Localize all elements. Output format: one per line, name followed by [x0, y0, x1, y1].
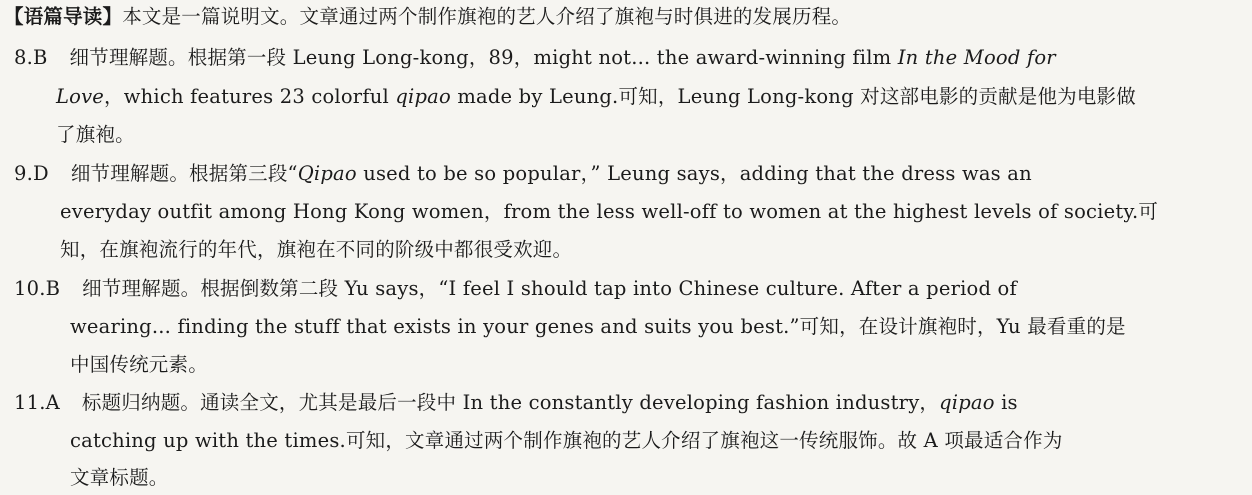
q11-line-3 — [70, 461, 169, 495]
q8-line-3 — [56, 118, 135, 152]
q11-text-1a: 标题归纳题。通读全文，尤其是最后一段中 In the constantly developing fashion industry， — [81, 391, 940, 414]
q10-number: 10.B — [14, 277, 61, 300]
q11-line-2 — [70, 424, 1063, 458]
q11-text-1b: is — [994, 391, 1018, 414]
q9-text-3: 知，在旗袍流行的年代，旗袍在不同的阶级中都很受欢迎。 — [60, 238, 573, 261]
intro-line — [4, 0, 851, 34]
q8-qipao: qipao — [395, 85, 451, 108]
q10-line-1 — [14, 272, 1017, 306]
q8-film-title: In the Mood for — [897, 46, 1056, 69]
q8-line-2 — [56, 80, 1136, 114]
q9-line-2 — [60, 195, 1158, 229]
q11-text-3: 文章标题。 — [70, 466, 169, 489]
q8-text-2a: ，which features 23 colorful — [104, 85, 396, 108]
q10-line-3 — [70, 348, 208, 382]
q9-text-2: everyday outfit among Hong Kong women，from the less well-off to women at the highest levels of society.可 — [60, 200, 1159, 223]
q9-text-1a: 细节理解题。根据第三段“ — [70, 162, 298, 185]
q8-text-1: 细节理解题。根据第一段 Leung Long-kong，89，might not... the award-winning film — [69, 46, 898, 69]
q10-text-1: 细节理解题。根据倒数第二段 Yu says，“I feel I should tap into Chinese culture. After a period of — [82, 277, 1017, 300]
q11-number: 11.A — [14, 391, 60, 414]
q9-text-1b: used to be so popular，” Leung says，adding that the dress was an — [356, 162, 1032, 185]
q11-text-2: catching up with the times.可知，文章通过两个制作旗袍的艺人介绍了旗袍这一传统服饰。故 A 项最适合作为 — [70, 429, 1063, 452]
q9-number: 9.D — [14, 162, 49, 185]
q9-qipao: Qipao — [297, 162, 357, 185]
q8-text-3: 了旗袍。 — [56, 123, 135, 146]
q11-line-1 — [14, 386, 1018, 420]
q9-line-1 — [14, 157, 1032, 191]
q8-number: 8.B — [14, 46, 48, 69]
q10-text-2: wearing... finding the stuff that exists in your genes and suits you best.”可知，在设计旗袍时，Yu 最看重的是 — [70, 315, 1126, 338]
intro-label: 【语篇导读】 — [4, 5, 123, 28]
q11-qipao: qipao — [939, 391, 995, 414]
q10-text-3: 中国传统元素。 — [70, 353, 208, 376]
q8-line-1 — [14, 41, 1056, 75]
intro-text: 本文是一篇说明文。文章通过两个制作旗袍的艺人介绍了旗袍与时俱进的发展历程。 — [122, 5, 852, 28]
q8-text-2b: made by Leung.可知，Leung Long-kong 对这部电影的贡献是他为电影做 — [450, 85, 1136, 108]
q8-film-title-cont: Love — [56, 85, 105, 108]
q9-line-3 — [60, 233, 572, 267]
q10-line-2 — [70, 310, 1126, 344]
